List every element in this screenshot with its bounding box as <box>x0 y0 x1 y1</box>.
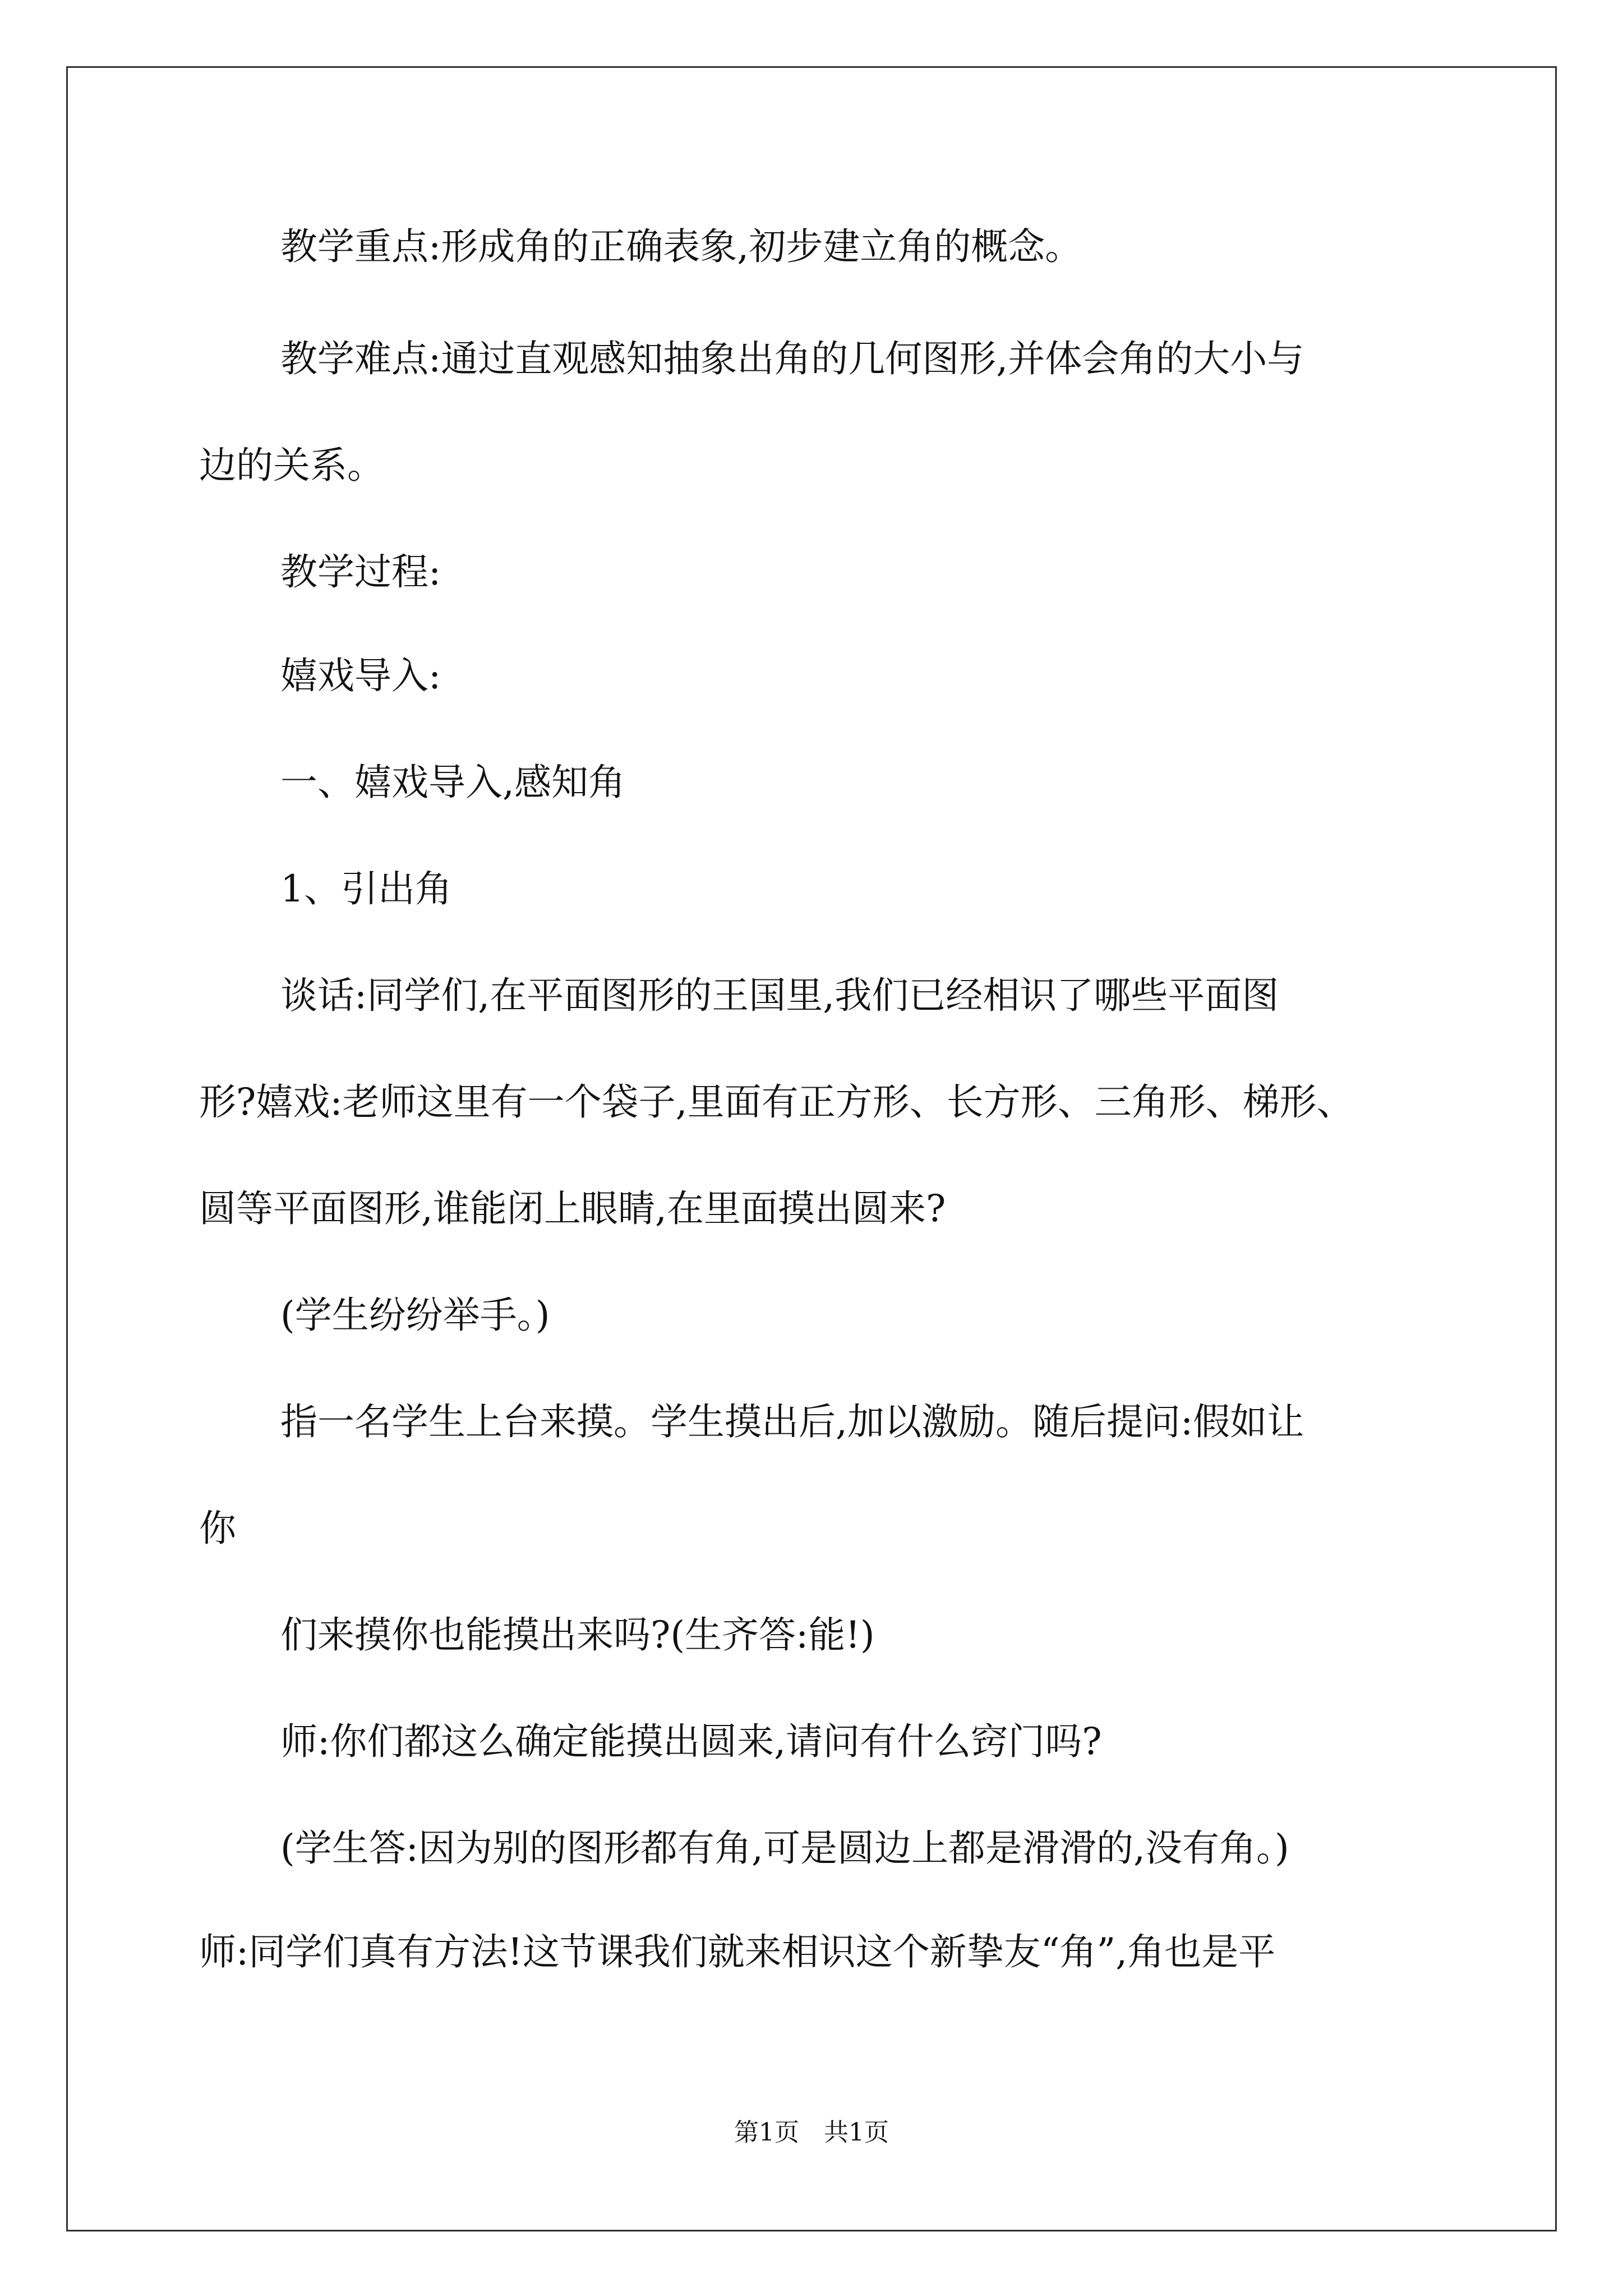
text-line-student-answer: (学生答:因为别的图形都有角,可是圆边上都是滑滑的,没有角。) <box>280 1826 1289 1870</box>
text-line-section-one: 一、嬉戏导入,感知角 <box>280 761 625 804</box>
text-line-talk-cont-2: 圆等平面图形,谁能闭上眼睛,在里面摸出圆来? <box>199 1187 946 1230</box>
text-line-student-touch: 指一名学生上台来摸。学生摸出后,加以激励。随后提问:假如让 <box>280 1400 1304 1443</box>
text-line-item-one: 1、引出角 <box>280 867 452 910</box>
page-border <box>66 66 1557 2231</box>
text-line-teacher-ask: 师:你们都这么确定能摸出圆来,请问有什么窍门吗? <box>280 1720 1102 1763</box>
text-line-talk-cont-1: 形?嬉戏:老师这里有一个袋子,里面有正方形、长方形、三角形、梯形、 <box>199 1080 1354 1124</box>
text-line-difficulty: 教学难点:通过直观感知抽象出角的几何图形,并体会角的大小与 <box>280 337 1304 380</box>
text-line-process: 教学过程: <box>280 550 441 593</box>
text-line-game-intro: 嬉戏导入: <box>280 654 441 697</box>
text-line-talk: 谈话:同学们,在平面图形的王国里,我们已经相识了哪些平面图 <box>280 974 1279 1017</box>
page-footer: 第1页 共1页 <box>734 2118 889 2147</box>
text-line-key-point: 教学重点:形成角的正确表象,初步建立角的概念。 <box>280 225 1082 268</box>
text-line-ask-all: 们来摸你也能摸出来吗?(生齐答:能!) <box>280 1613 875 1657</box>
text-line-student-touch-cont: 你 <box>199 1507 236 1550</box>
text-line-students-raise: (学生纷纷举手。) <box>280 1294 550 1337</box>
text-line-difficulty-cont: 边的关系。 <box>199 444 384 487</box>
text-line-teacher-praise: 师:同学们真有方法!这节课我们就来相识这个新挚友“角”,角也是平 <box>199 1930 1276 1973</box>
